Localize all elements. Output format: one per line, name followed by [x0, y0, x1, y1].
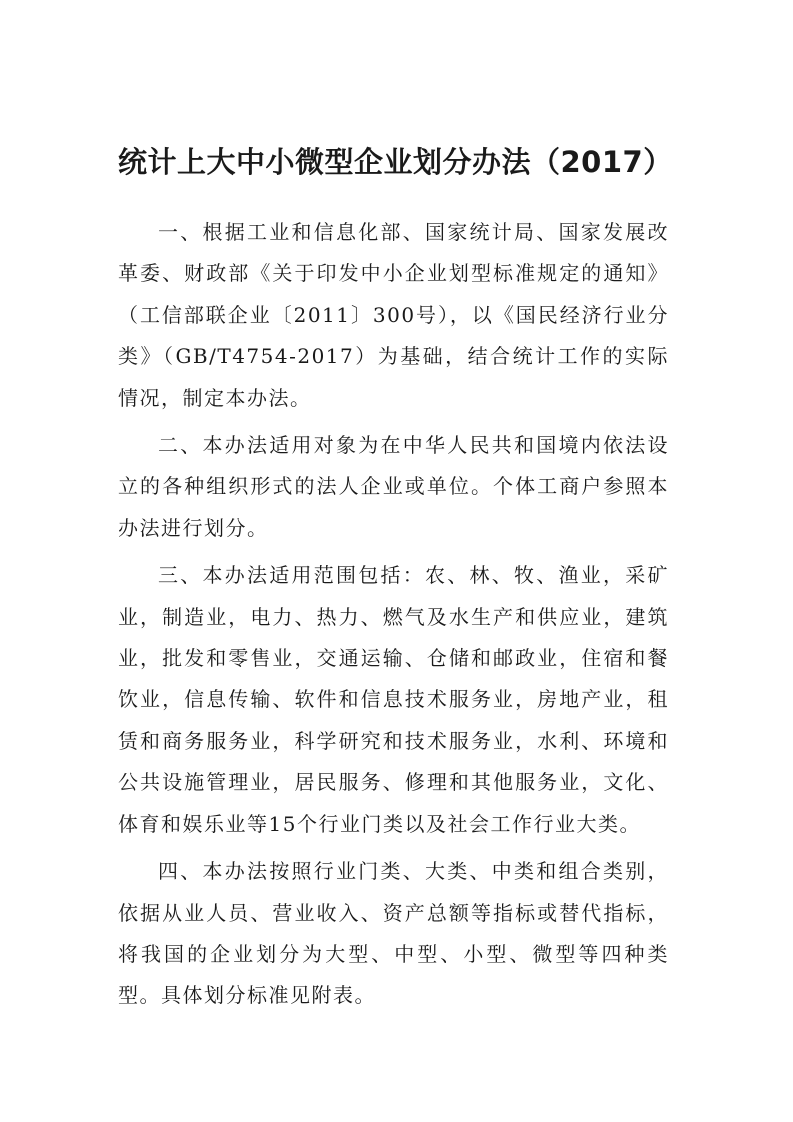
- paragraph-3: 三、本办法适用范围包括：农、林、牧、渔业，采矿业，制造业，电力、热力、燃气及水生产和供应业，建筑业，批发和零售业，交通运输、仓储和邮政业，住宿和餐饮业，信息传输、软件和信息技术服务业，房地产业，租赁和商务服务业，科学研究和技术服务业，水利、环境和公共设施管理业，居民服务、修理和其他服务业，文化、体育和娱乐业等15个行业门类以及社会工作行业大类。: [118, 563, 669, 836]
- paragraph-1: 一、根据工业和信息化部、国家统计局、国家发展改革委、财政部《关于印发中小企业划型标准规定的通知》（工信部联企业〔2011〕300号），以《国民经济行业分类》（GB/T4754-2017）为基础，结合统计工作的实际情况，制定本办法。: [118, 220, 669, 410]
- document-title: 统计上大中小微型企业划分办法（2017）: [118, 145, 673, 179]
- paragraph-4: 四、本办法按照行业门类、大类、中类和组合类别，依据从业人员、营业收入、资产总额等指标或替代指标，将我国的企业划分为大型、中型、小型、微型等四种类型。具体划分标准见附表。: [118, 859, 669, 1008]
- paragraph-2: 二、本办法适用对象为在中华人民共和国境内依法设立的各种组织形式的法人企业或单位。个体工商户参照本办法进行划分。: [118, 433, 669, 540]
